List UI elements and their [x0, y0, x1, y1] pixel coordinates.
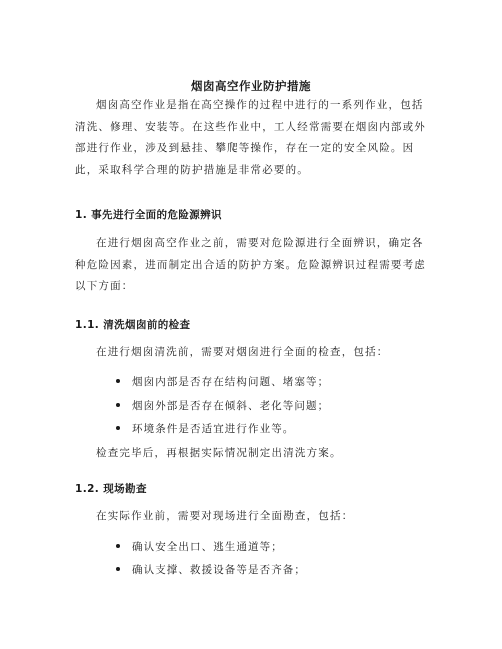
section-1-1-after: 检查完毕后，再根据实际情况制定出清洗方案。: [96, 447, 342, 459]
section-1-1-heading: 1.1. 清洗烟囱前的检查: [75, 319, 191, 331]
bullet-icon: [116, 379, 120, 383]
list-item: [132, 539, 283, 554]
intro-paragraph: 烟囱高空作业是指在高空操作的过程中进行的一系列作业，包括清洗、修理、安装等。在这些作业中，工人经常需要在烟囱内部或外部进行作业，涉及到悬挂、攀爬等操作，存在一定的安全风险。因此，采取科学合理的防护措施是非常必要的。: [75, 99, 426, 176]
list-item: [132, 562, 306, 577]
section-1-paragraph: 在进行烟囱高空作业之前，需要对危险源进行全面辨识，确定各种危险因素，进而制定出合适的防护方案。危险源辨识过程需要考虑以下方面：: [75, 237, 426, 293]
list-item-text: 烟囱外部是否存在倾斜、老化等问题；: [132, 400, 330, 412]
bullet-icon: [116, 426, 120, 430]
section-1-heading: 1. 事先进行全面的危险源辨识: [75, 209, 222, 221]
list-item-text: 环境条件是否适宜进行作业等。: [132, 423, 295, 435]
list-item: [132, 421, 294, 436]
section-1-2-paragraph: 在实际作业前，需要对现场进行全面勘查，包括：: [96, 510, 354, 522]
bullet-icon: [116, 544, 120, 548]
document-title: 烟囱高空作业防护措施: [191, 79, 311, 93]
bullet-icon: [116, 567, 120, 571]
list-item-text: 烟囱内部是否存在结构问题、堵塞等；: [132, 376, 330, 388]
bullet-icon: [116, 403, 120, 407]
list-item: [132, 374, 329, 389]
section-1-1-paragraph: 在进行烟囱清洗前，需要对烟囱进行全面的检查，包括：: [96, 346, 389, 358]
list-item: [132, 398, 329, 413]
list-item-text: 确认支撑、救援设备等是否齐备；: [132, 564, 306, 576]
list-item-text: 确认安全出口、逃生通道等；: [132, 541, 283, 553]
section-1-2-heading: 1.2. 现场勘查: [75, 483, 147, 495]
